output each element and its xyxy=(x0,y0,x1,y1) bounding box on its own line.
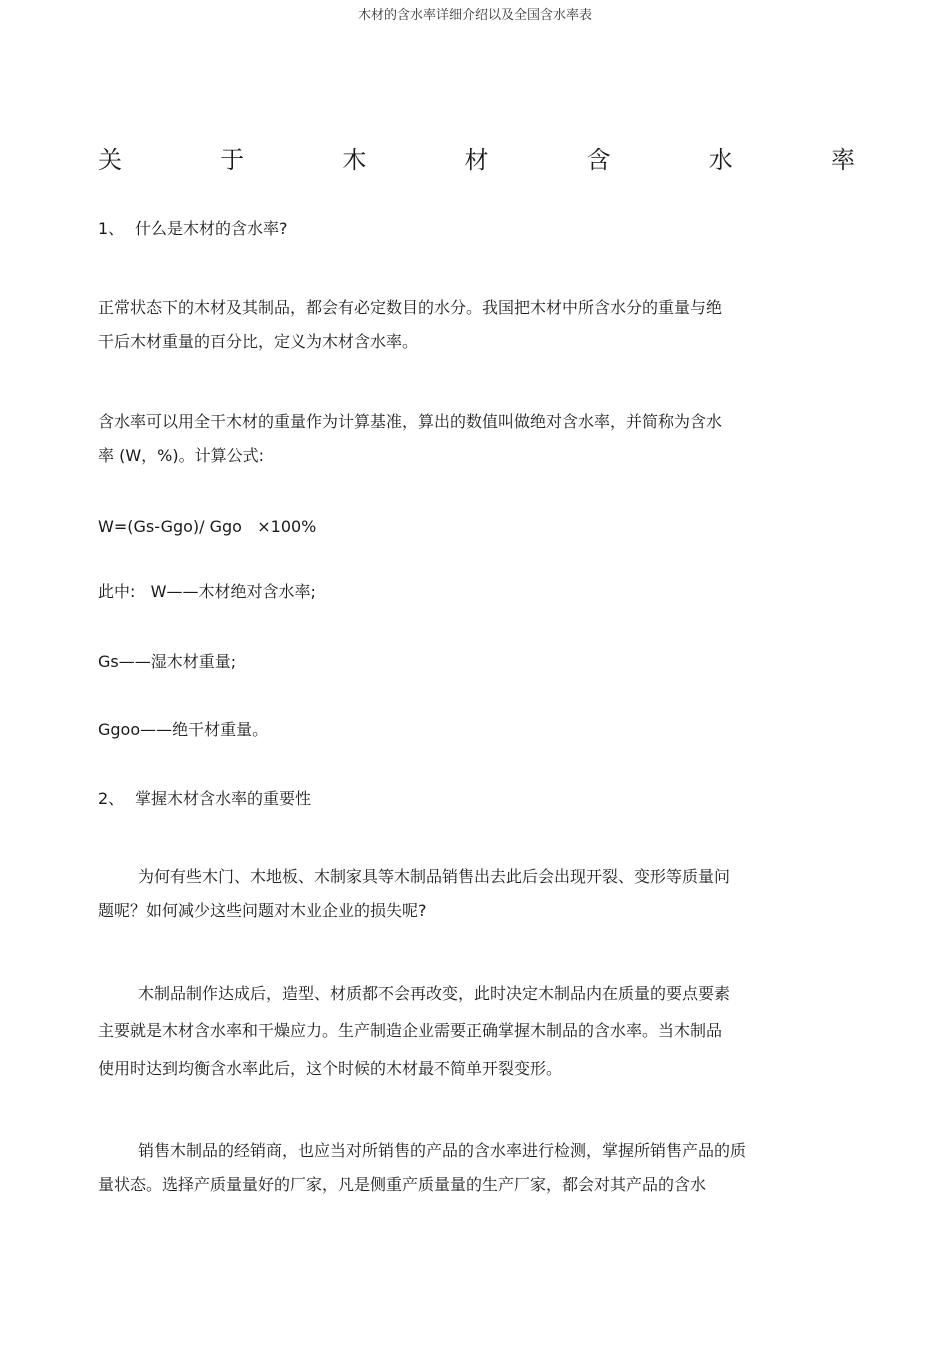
section-number: 1、 xyxy=(98,219,125,238)
paragraph-line xyxy=(98,1138,746,1164)
title-char: 含 xyxy=(586,146,611,174)
section-1-heading xyxy=(98,216,288,242)
title-char: 木 xyxy=(342,146,367,174)
paragraph-line: 率 (W，%)。计算公式: xyxy=(98,446,264,465)
section-2-heading xyxy=(98,786,311,812)
section-heading-text: 掌握木材含水率的重要性 xyxy=(135,789,312,808)
definition-ggo: Ggoo——绝干材重量。 xyxy=(98,720,269,739)
paragraph-line: 含水率可以用全干木材的重量作为计算基准，算出的数值叫做绝对含水率，并简称为含水 xyxy=(98,412,723,431)
paragraph-line: 题呢？如何减少这些问题对木业企业的损失呢? xyxy=(98,901,427,920)
paragraph-line xyxy=(98,981,730,1007)
paragraph-line: 主要就是木材含水率和干燥应力。生产制造企业需要正确掌握木制品的含水率。当木制品 xyxy=(98,1021,723,1040)
title-char: 关 xyxy=(98,146,122,174)
paragraph-line xyxy=(98,864,730,890)
paragraph-line: 正常状态下的木材及其制品，都会有必定数目的水分。我国把木材中所含水分的重量与绝 xyxy=(98,298,723,317)
indented-text: 销售木制品的经销商，也应当对所销售的产品的含水率进行检测，掌握所销售产品的质 xyxy=(138,1141,747,1160)
title-char: 率 xyxy=(830,146,855,174)
document-title xyxy=(98,143,855,177)
section-number: 2、 xyxy=(98,789,125,808)
paragraph-line: 干后木材重量的百分比，定义为木材含水率。 xyxy=(98,332,419,351)
paragraph-line: 量状态。选择产质量量好的厂家，凡是侧重产质量量的生产厂家，都会对其产品的含水 xyxy=(98,1175,707,1194)
indented-text: 木制品制作达成后，造型、材质都不会再改变，此时决定木制品内在质量的要点要素 xyxy=(138,984,731,1003)
indented-text: 为何有些木门、木地板、木制家具等木制品销售出去此后会出现开裂、变形等质量问 xyxy=(138,867,731,886)
definition-w: 此中: W——木材绝对含水率; xyxy=(98,582,316,601)
definition-gs: Gs——湿木材重量; xyxy=(98,652,237,671)
title-char: 材 xyxy=(464,146,489,174)
paragraph-line: 使用时达到均衡含水率此后，这个时候的木材最不简单开裂变形。 xyxy=(98,1059,563,1078)
title-char: 水 xyxy=(708,146,733,174)
running-header: 木材的含水率详细介绍以及全国含水率表 xyxy=(357,8,592,23)
title-char: 于 xyxy=(220,146,245,174)
section-heading-text: 什么是木材的含水率? xyxy=(135,219,288,238)
formula: W=(Gs-Ggo)/ Ggo ×100% xyxy=(98,517,317,536)
